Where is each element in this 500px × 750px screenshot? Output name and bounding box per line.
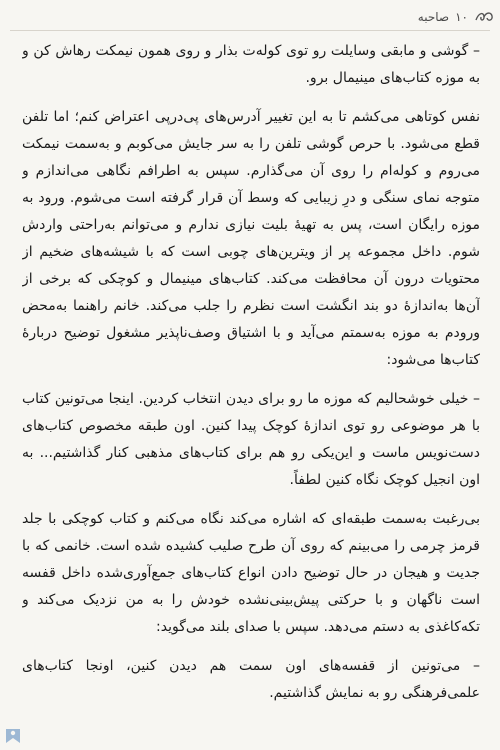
text-body (22, 38, 480, 738)
paragraph-2: نفس کوتاهی می‌کشم تا به این تغییر آدرس‌های پی‌درپی اعتراض کنم؛ اما تلفن قطع می‌شود. با حرص گوشی تلفن را به سر جایش می‌کوبم و به‌سمت نیمکت می‌روم و کوله‌ام را روی آن می‌گذارم. سپس به اطرافم نگاهی می‌اندازم و متوجه نمای سنگی و درِ زیبایی که وسط آن قرار گرفته است می‌شوم. ورود به موزه رایگان است، پس به تهیهٔ بلیت نیازی ندارم و می‌توانم به‌راحتی واردش شوم. داخل مجموعه پر از ویترین‌های چوبی است که با شیشه‌های ضخیم از محتویات درون آن محافظت می‌کند. کتاب‌های مینیمال و کوچکی که برخی از آن‌ها به‌اندازهٔ دو بند انگشت است نظرم را جلب می‌کند. خانم راهنما به‌محض ورودم به موزه به‌سمتم می‌آید و با اشتیاق وصف‌ناپذیر مشغول توضیح دربارهٔ کتاب‌ها می‌شود: (22, 109, 480, 368)
page-header (284, 6, 494, 28)
paragraph-4: بی‌رغبت به‌سمت طبقه‌ای که اشاره می‌کند نگاه می‌کنم و کتاب کوچکی با جلد قرمز چرمی را می‌بینم که روی آن طرح صلیب کشیده شده است. خانمی که با جدیت و هیجان در حال توضیح دادن انواع کتاب‌های جمع‌آوری‌شده داخل قفسه است ناگهان و با حرکتی پیش‌بینی‌نشده خودش را به من نزدیک می‌کند و تکه‌کاغذی به دستم می‌دهد. سپس با صدای بلند می‌گوید: (22, 511, 480, 635)
bookmark-logo-icon (3, 726, 23, 746)
header-divider (10, 30, 490, 31)
flourish-icon (474, 10, 494, 24)
paragraph-5: – می‌تونین از قفسه‌های اون سمت هم دیدن کنین، اونجا کتاب‌های علمی‌فرهنگی رو به نمایش گذاشتیم. (22, 658, 480, 701)
paragraph-3: – خیلی خوشحالیم که موزه ما رو برای دیدن انتخاب کردین. اینجا می‌تونین کتاب با هر موضوعی رو توی اندازهٔ کوچک پیدا کنین. اون طبقه مخصوص کتاب‌های دست‌نویس ماست و این‌یکی رو هم برای کتاب‌های مذهبی کنار گذاشتیم... به اون انجیل کوچک نگاه کنین لطفاً. (22, 391, 480, 488)
page-number: ۱۰ (455, 10, 468, 24)
paragraph-1: – گوشی و مابقی وسایلت رو توی کوله‌ت بذار و روی همون نیمکت رهاش کن و به موزه کتاب‌های مینیمال برو. (22, 43, 480, 86)
running-title: صاحبه (417, 10, 450, 24)
